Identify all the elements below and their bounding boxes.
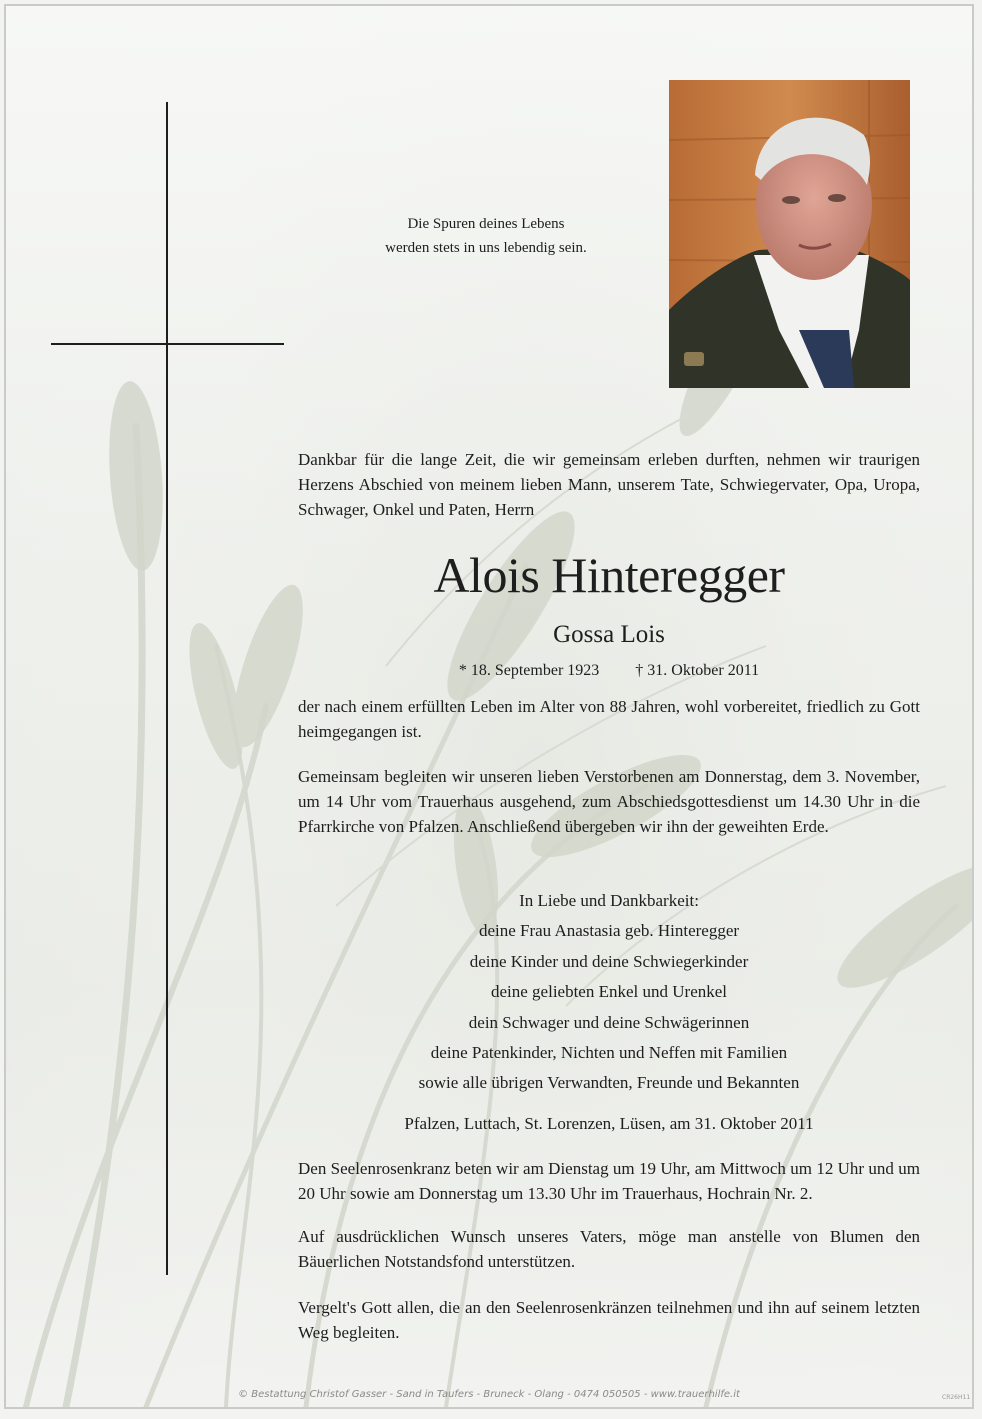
funeral-text: Gemeinsam begleiten wir unseren lieben Verstorbenen am Donnerstag, dem 3. November, um 14 Uhr vom Trauerhaus ausgehend, zum Abschiedsgottesdienst um 14.30 Uhr in die Pfarrkirche von Pfalzen. Anschließend übergeben wir ihn der geweihten Erde.: [298, 767, 920, 836]
deceased-portrait-photo: [669, 80, 910, 388]
death-date: † 31. Oktober 2011: [635, 662, 760, 679]
mourners-heading: In Liebe und Dankbarkeit:: [519, 891, 699, 910]
thanks-text: Vergelt's Gott allen, die an den Seelenrosenkränzen teilnehmen und ihn auf seinem letzten Weg begleiten.: [298, 1298, 920, 1342]
flowers-text: Auf ausdrücklichen Wunsch unseres Vaters, möge man anstelle von Blumen den Bäuerlichen Notstandsfond unterstützen.: [298, 1227, 920, 1271]
motto-line-2: werden stets in uns lebendig sein.: [385, 240, 587, 256]
memorial-motto: [346, 212, 626, 260]
passing-text: der nach einem erfüllten Leben im Alter von 88 Jahren, wohl vorbereitet, friedlich zu Gott heimgegangen ist.: [298, 697, 920, 741]
mourner-line: deine Patenkinder, Nichten und Neffen mit Familien: [430, 1043, 788, 1063]
life-dates: [298, 660, 920, 682]
document-code: CR26H11: [942, 1394, 971, 1401]
mourner-line: deine Frau Anastasia geb. Hinteregger: [478, 921, 740, 941]
page-frame: [4, 4, 974, 1409]
deceased-name: Alois Hinteregger: [433, 547, 785, 603]
mourners-list: [298, 886, 920, 1099]
place-and-date: Pfalzen, Luttach, St. Lorenzen, Lüsen, am 31. Oktober 2011: [404, 1114, 814, 1133]
funeral-home-footer: © Bestattung Christof Gasser - Sand in Taufers - Bruneck - Olang - 0474 050505 - www.trauerhilfe.it: [238, 1389, 740, 1400]
deceased-nickname: Gossa Lois: [553, 621, 665, 648]
intro-text: Dankbar für die lange Zeit, die wir gemeinsam erleben durften, nehmen wir traurigen Herzens Abschied von meinem lieben Mann, unserem Tate, Schwiegervater, Opa, Uropa, Schwager, Onkel und Paten, Herrn: [298, 450, 920, 519]
mourner-line: dein Schwager und deine Schwägerinnen: [468, 1012, 750, 1032]
cross-horizontal-bar: [51, 343, 284, 345]
rosary-text: Den Seelenrosenkranz beten wir am Dienstag um 19 Uhr, am Mittwoch um 12 Uhr und um 20 Uhr sowie am Donnerstag um 13.30 Uhr im Trauerhaus, Hochrain Nr. 2.: [298, 1159, 920, 1203]
mourner-line: deine Kinder und deine Schwiegerkinder: [469, 951, 749, 971]
motto-line-1: Die Spuren deines Lebens: [407, 216, 565, 232]
mourner-line: sowie alle übrigen Verwandten, Freunde und Bekannten: [418, 1073, 800, 1093]
mourner-line: deine geliebten Enkel und Urenkel: [490, 982, 728, 1002]
birth-date: * 18. September 1923: [458, 662, 600, 679]
cross-vertical-bar: [166, 102, 168, 1275]
